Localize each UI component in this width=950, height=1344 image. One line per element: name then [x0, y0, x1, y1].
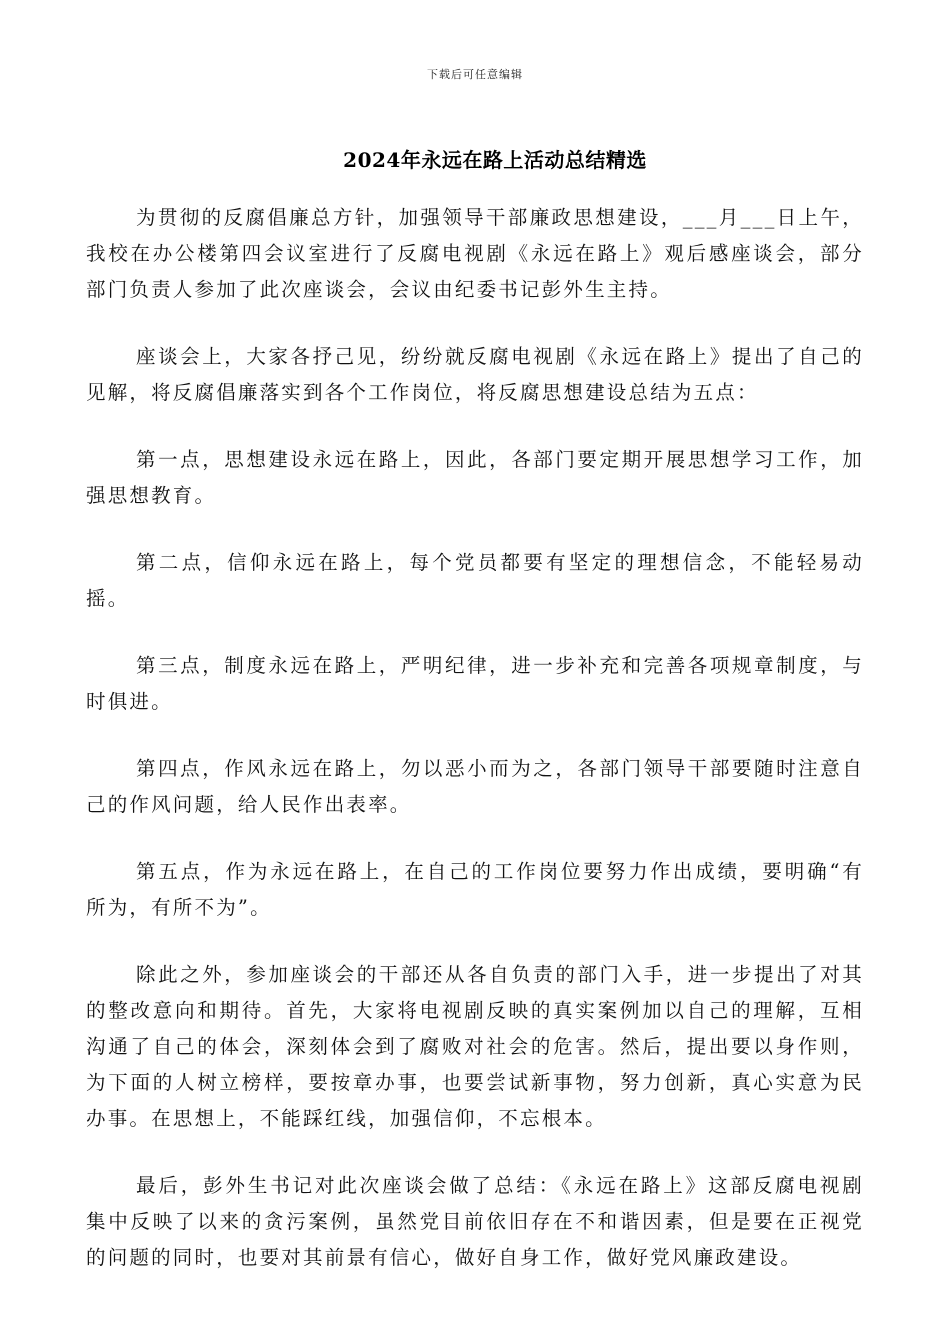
paragraph-point-3: 第三点，制度永远在路上，严明纪律，进一步补充和完善各项规章制度，与时俱进。	[86, 654, 864, 713]
document-title: 2024年永远在路上活动总结精选	[343, 148, 647, 172]
document-body	[86, 200, 864, 1307]
paragraph-discussion: 座谈会上，大家各抒己见，纷纷就反腐电视剧《永远在路上》提出了自己的见解，将反腐倡廉落实到各个工作岗位，将反腐思想建设总结为五点：	[86, 345, 864, 404]
paragraph-point-5: 第五点，作为永远在路上，在自己的工作岗位要努力作出成绩，要明确“有所为，有所不为”。	[86, 860, 864, 919]
paragraph-point-4: 第四点，作风永远在路上，勿以恶小而为之，各部门领导干部要随时注意自己的作风问题，给人民作出表率。	[86, 757, 864, 816]
paragraph-point-1: 第一点，思想建设永远在路上，因此，各部门要定期开展思想学习工作，加强思想教育。	[86, 448, 864, 507]
paragraph-additional: 除此之外，参加座谈会的干部还从各自负责的部门入手，进一步提出了对其的整改意向和期待。首先，大家将电视剧反映的真实案例加以自己的理解，互相沟通了自己的体会，深刻体会到了腐败对社会的危害。然后，提出要以身作则，为下面的人树立榜样，要按章办事，也要尝试新事物，努力创新，真心实意为民办事。在思想上，不能踩红线，加强信仰，不忘根本。	[86, 963, 864, 1130]
paragraph-conclusion: 最后，彭外生书记对此次座谈会做了总结：《永远在路上》这部反腐电视剧集中反映了以来的贪污案例，虽然党目前依旧存在不和谐因素，但是要在正视党的问题的同时，也要对其前景有信心，做好自身工作，做好党风廉政建设。	[86, 1174, 864, 1269]
paragraph-intro: 为贯彻的反腐倡廉总方针，加强领导干部廉政思想建设，___月___日上午，我校在办公楼第四会议室进行了反腐电视剧《永远在路上》观后感座谈会，部分部门负责人参加了此次座谈会，会议由纪委书记彭外生主持。	[86, 206, 864, 301]
header-note: 下载后可任意编辑	[427, 68, 523, 81]
paragraph-point-2: 第二点，信仰永远在路上，每个党员都要有坚定的理想信念，不能轻易动摇。	[86, 551, 864, 610]
